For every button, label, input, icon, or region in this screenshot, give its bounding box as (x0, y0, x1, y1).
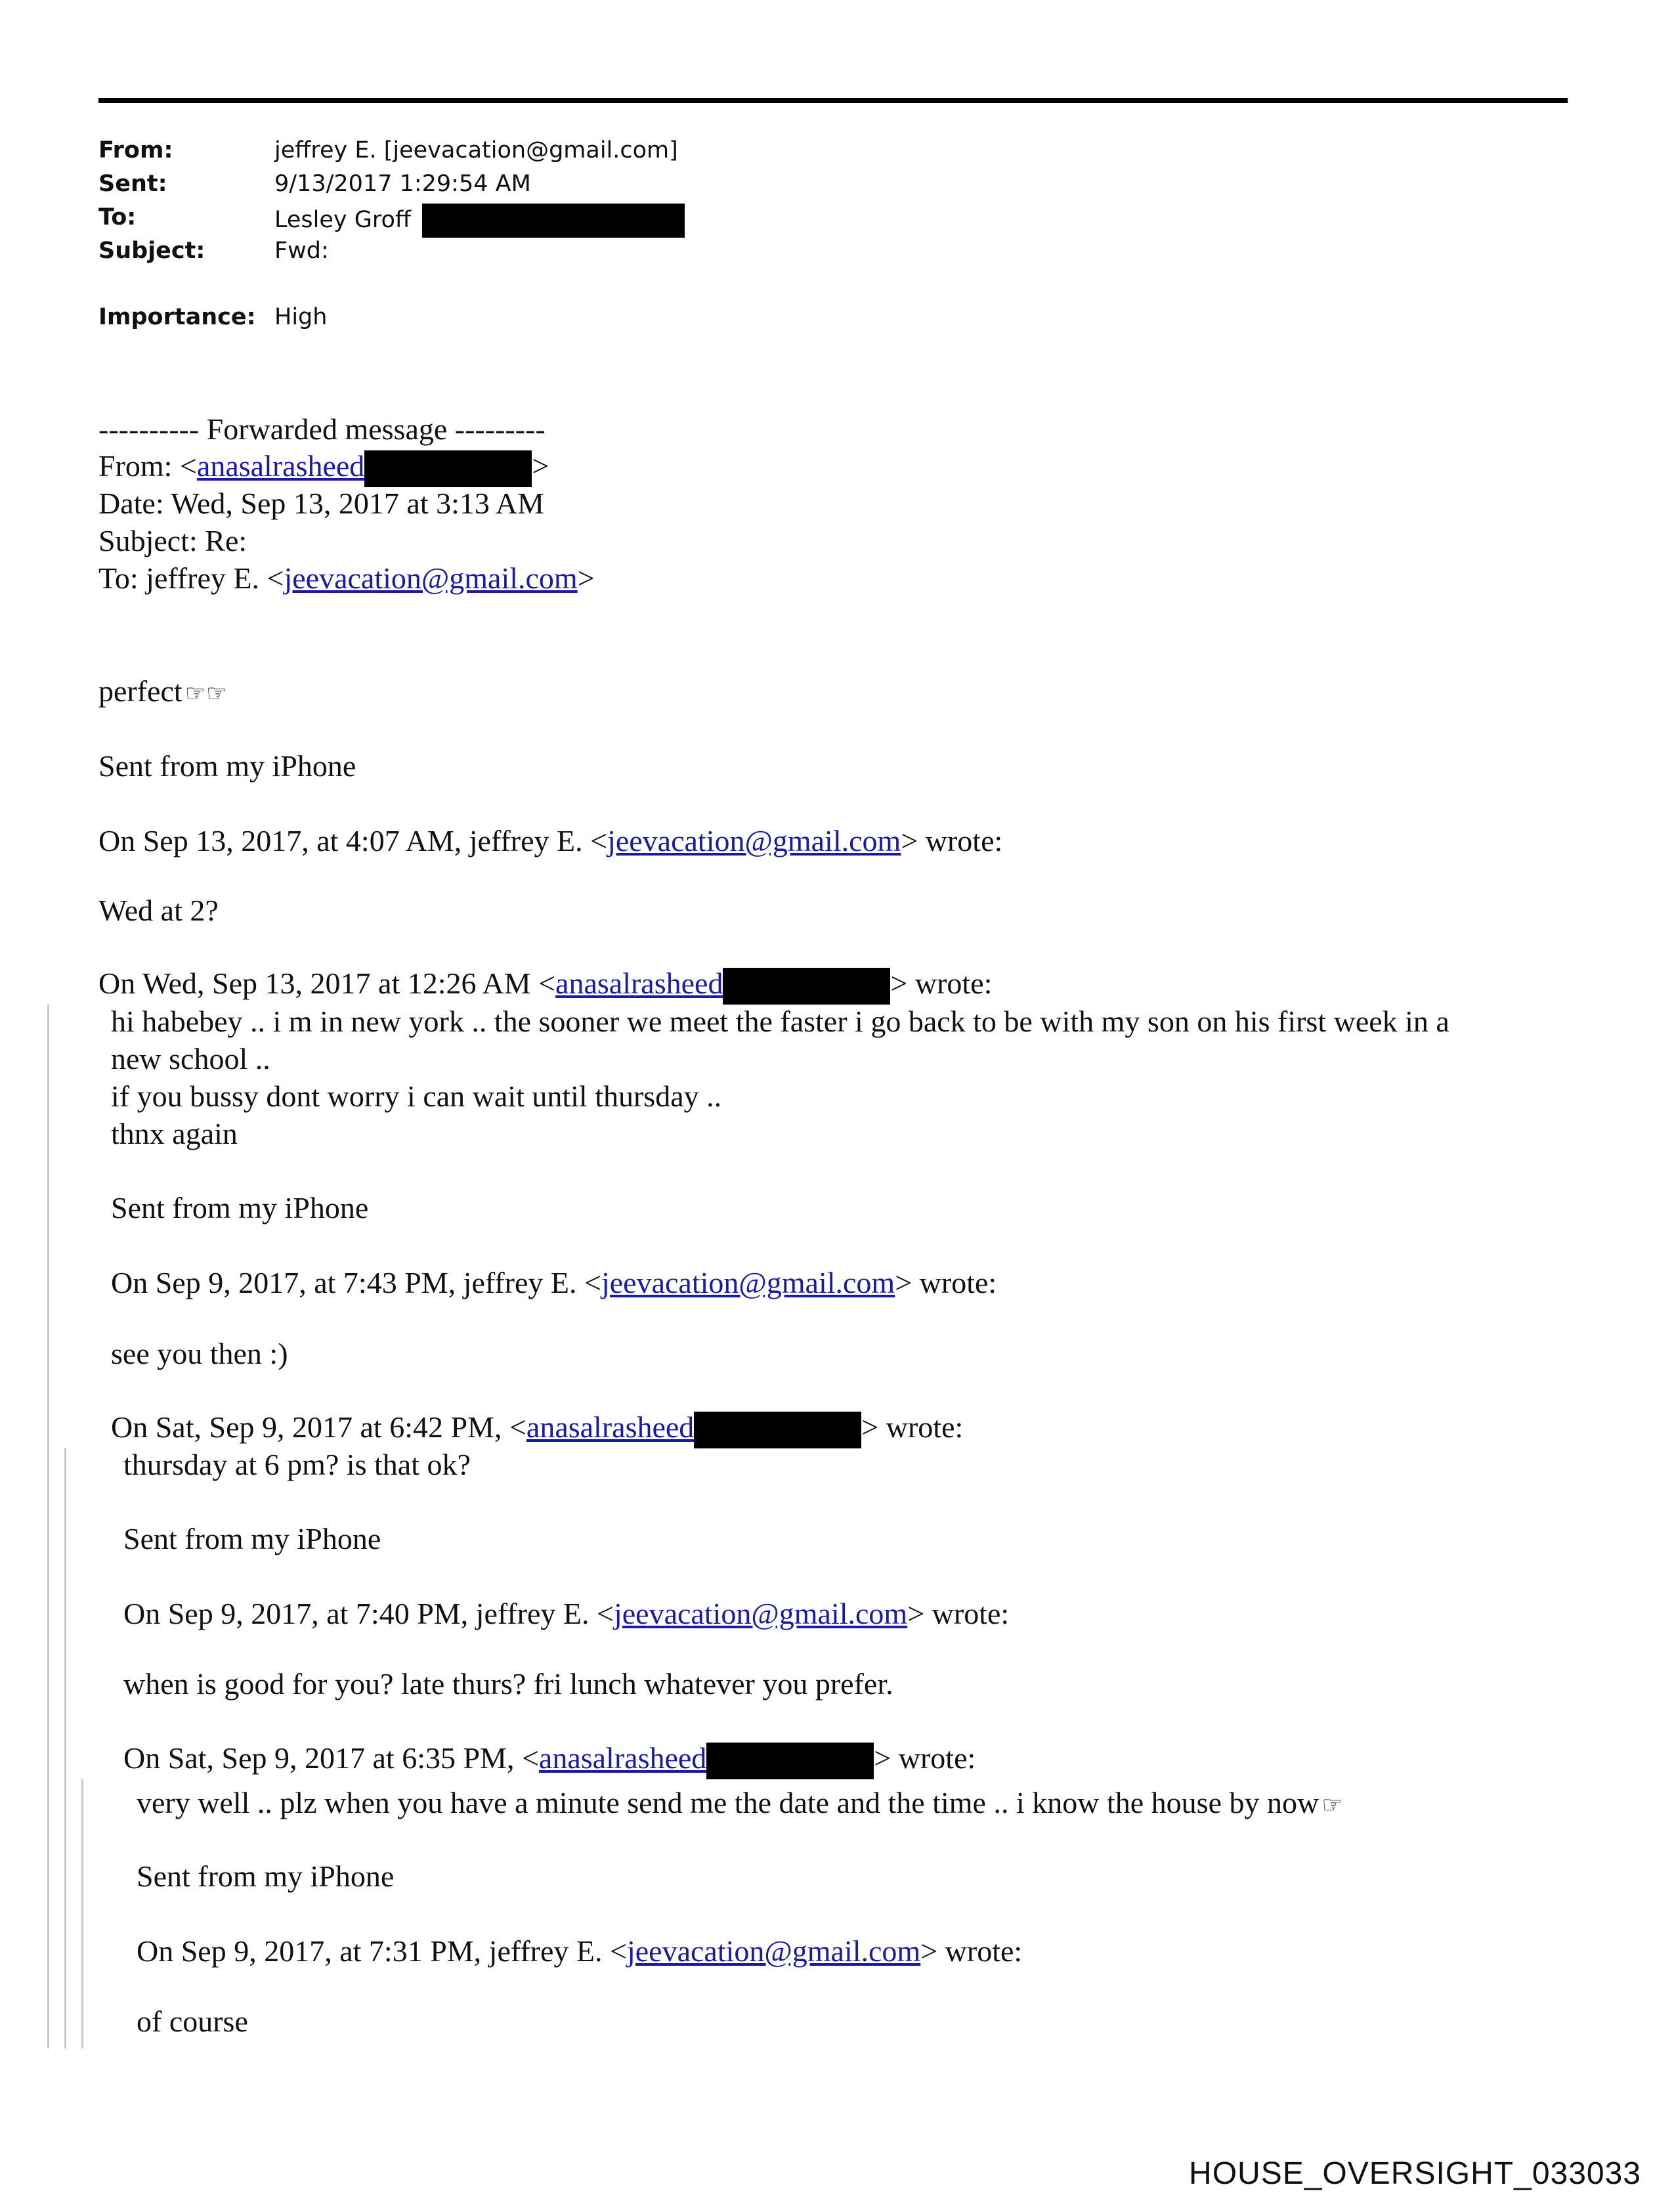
reply-header: On Sat, Sep 9, 2017 at 6:42 PM, <anasalrasheed > wrote: (111, 1409, 963, 1448)
reply-header: On Sep 9, 2017, at 7:43 PM, jeffrey E. <jeevacation@gmail.com> wrote: (111, 1266, 997, 1299)
sent-from-iphone: Sent from my iPhone (98, 749, 356, 783)
quote-bar (47, 1005, 49, 2049)
sent-value: 9/13/2017 1:29:54 AM (274, 171, 531, 197)
redaction-block (422, 204, 685, 238)
quote-bar (64, 1448, 66, 2049)
from-label: From: (98, 137, 173, 163)
reply-header: On Sat, Sep 9, 2017 at 6:35 PM, <anasalrasheed > wrote: (123, 1740, 976, 1779)
jee-email-link[interactable]: jeevacation@gmail.com (601, 1266, 895, 1299)
subject-value: Fwd: (274, 238, 329, 264)
redaction-block (706, 1743, 874, 1779)
sent-from-iphone: Sent from my iPhone (111, 1191, 369, 1225)
message-when-good: when is good for you? late thurs? fri lunch whatever you prefer. (123, 1667, 893, 1701)
message-see-you: see you then :) (111, 1337, 288, 1370)
jee-email-link[interactable]: jeevacation@gmail.com (626, 1934, 921, 1968)
forward-to: To: jeffrey E. <jeevacation@gmail.com> (98, 561, 595, 595)
message-thursday: thursday at 6 pm? is that ok? (123, 1448, 471, 1481)
bates-number: HOUSE_OVERSIGHT_033033 (1189, 2156, 1641, 2191)
jee-email-link[interactable]: jeevacation@gmail.com (607, 824, 901, 857)
message-very-well: very well .. plz when you have a minute send me the date and the time .. i know the house by now ☞ (137, 1785, 1343, 1823)
sent-from-iphone: Sent from my iPhone (123, 1522, 381, 1555)
quote-bar (81, 1779, 83, 2049)
anas-email-link[interactable]: anasalrasheed (196, 449, 365, 483)
to-label: To: (98, 204, 137, 230)
importance-label: Importance: (98, 304, 256, 330)
anas-email-link[interactable]: anasalrasheed (526, 1410, 695, 1444)
subject-label: Subject: (98, 238, 205, 264)
message-line: hi habebey .. i m in new york .. the sooner we meet the faster i go back to be with my son on his first week in a (111, 1005, 1449, 1038)
sent-from-iphone: Sent from my iPhone (137, 1859, 395, 1893)
message-of-course: of course (137, 2005, 248, 2038)
reply-header: On Sep 9, 2017, at 7:31 PM, jeffrey E. <jeevacation@gmail.com> wrote: (137, 1934, 1023, 1968)
to-value: Lesley Groff (274, 207, 412, 233)
to-value-row (274, 204, 685, 238)
reply-header: On Wed, Sep 13, 2017 at 12:26 AM <anasalrasheed > wrote: (98, 965, 992, 1005)
sent-label: Sent: (98, 171, 167, 197)
anas-email-link[interactable]: anasalrasheed (555, 966, 723, 1000)
reply-header: On Sep 9, 2017, at 7:40 PM, jeffrey E. <jeevacation@gmail.com> wrote: (123, 1597, 1010, 1630)
anas-email-link[interactable]: anasalrasheed (538, 1741, 707, 1775)
forward-from: From: <anasalrasheed > (98, 448, 549, 487)
message-wed-at-2: Wed at 2? (98, 894, 219, 927)
from-value: jeffrey E. [jeevacation@gmail.com] (274, 137, 678, 163)
redaction-block (723, 968, 890, 1005)
message-line: thnx again (111, 1117, 238, 1150)
thumbs-icon: ☞☞ (184, 680, 228, 706)
jee-email-link[interactable]: jeevacation@gmail.com (284, 561, 578, 595)
redaction-block (364, 450, 532, 487)
message-perfect: perfect ☞☞ (98, 673, 227, 712)
jee-email-link[interactable]: jeevacation@gmail.com (613, 1597, 908, 1630)
redaction-block (694, 1412, 861, 1448)
forward-subject: Subject: Re: (98, 524, 247, 557)
header-rule (98, 98, 1568, 103)
importance-value: High (274, 304, 328, 330)
thumbs-icon: ☞ (1321, 1792, 1343, 1818)
message-line: if you bussy dont worry i can wait until thursday .. (111, 1079, 722, 1113)
forward-date: Date: Wed, Sep 13, 2017 at 3:13 AM (98, 487, 544, 520)
forward-banner: ---------- Forwarded message --------- (98, 412, 546, 446)
reply-header: On Sep 13, 2017, at 4:07 AM, jeffrey E. <jeevacation@gmail.com> wrote: (98, 824, 1003, 857)
message-line: new school .. (111, 1042, 270, 1075)
